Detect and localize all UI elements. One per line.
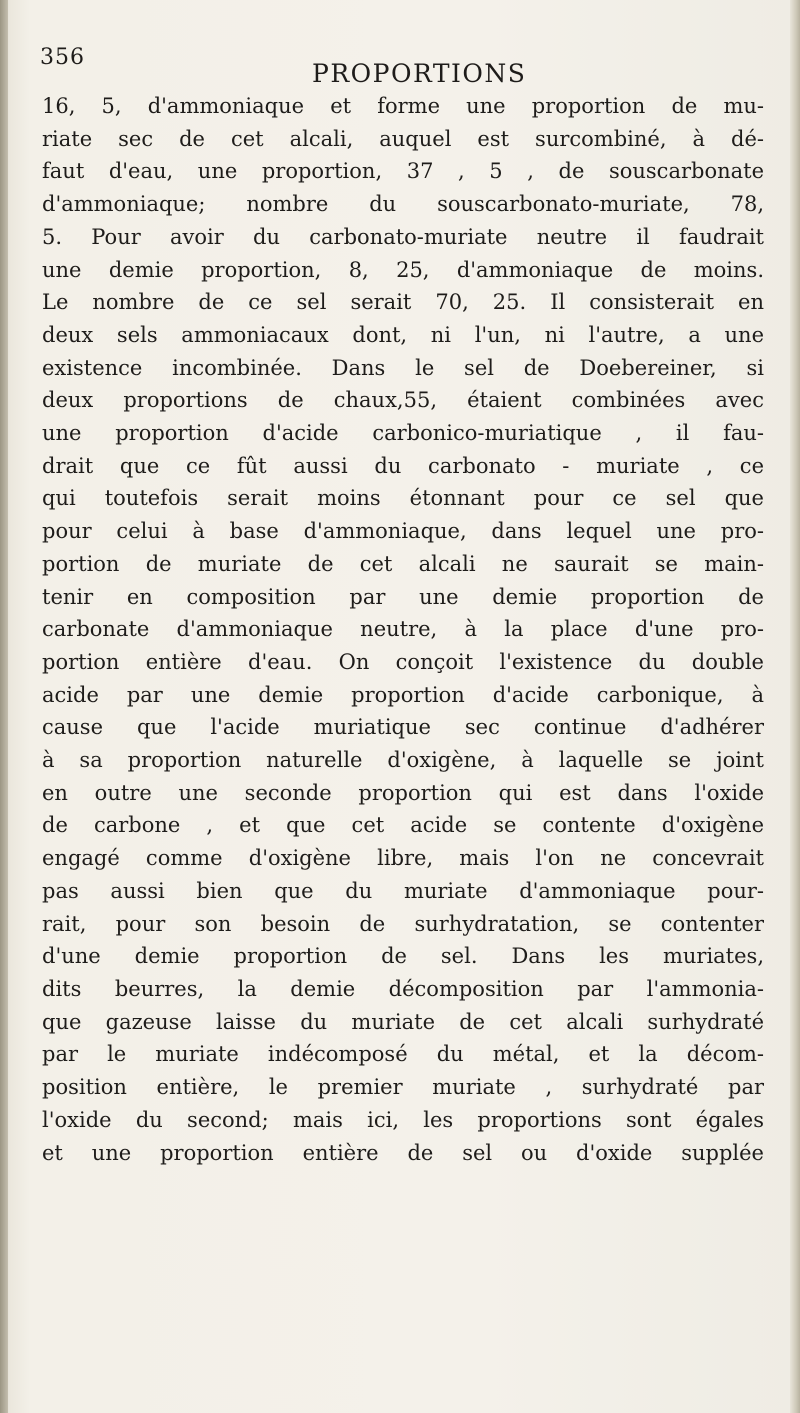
page-edge — [790, 0, 800, 1413]
text-line: dits beurres, la demie décomposition par l'ammonia- — [42, 976, 764, 1001]
text-line: à sa proportion naturelle d'oxigène, à laquelle se joint — [42, 748, 764, 773]
text-line: deux sels ammoniacaux dont, ni l'un, ni l'autre, a une — [42, 322, 764, 347]
text-line: 5. Pour avoir du carbonato-muriate neutre il faudrait — [42, 224, 764, 249]
text-line: deux proportions de chaux,55, étaient combinées avec — [42, 388, 764, 413]
text-line: acide par une demie proportion d'acide carbonique, à — [42, 682, 764, 707]
text-line: de carbone , et que cet acide se contente d'oxigène — [42, 813, 764, 838]
text-line: d'ammoniaque; nombre du souscarbonato-muriate, 78, — [42, 192, 764, 217]
page-gutter — [0, 0, 8, 1413]
text-line: en outre une seconde proportion qui est dans l'oxide — [42, 780, 764, 805]
text-line: 16, 5, d'ammoniaque et forme une proportion de mu- — [42, 94, 764, 118]
text-line: qui toutefois serait moins étonnant pour ce sel que — [42, 486, 764, 511]
running-title: PROPORTIONS — [312, 59, 527, 88]
body-paragraph — [42, 90, 772, 1169]
text-line: faut d'eau, une proportion, 37 , 5 , de souscarbonate — [42, 159, 764, 184]
text-line: engagé comme d'oxigène libre, mais l'on ne concevrait — [42, 846, 764, 871]
text-line: pour celui à base d'ammoniaque, dans lequel une pro- — [42, 519, 764, 544]
text-line: rait, pour son besoin de surhydratation, se contenter — [42, 911, 764, 936]
text-line: riate sec de cet alcali, auquel est surcombiné, à dé- — [42, 126, 764, 151]
text-line: position entière, le premier muriate , surhydraté par — [42, 1075, 764, 1100]
text-line: drait que ce fût aussi du carbonato - muriate , ce — [42, 453, 764, 478]
text-line: existence incombinée. Dans le sel de Doebereiner, si — [42, 355, 764, 380]
text-line: pas aussi bien que du muriate d'ammoniaque pour- — [42, 878, 764, 903]
text-line: et une proportion entière de sel ou d'oxide supplée — [42, 1140, 764, 1165]
text-line: cause que l'acide muriatique sec continue d'adhérer — [42, 715, 764, 740]
text-line: l'oxide du second; mais ici, les proportions sont égales — [42, 1107, 764, 1132]
text-line: portion de muriate de cet alcali ne saurait se main- — [42, 551, 764, 576]
text-line: que gazeuse laisse du muriate de cet alcali surhydraté — [42, 1009, 764, 1034]
text-line: tenir en composition par une demie proportion de — [42, 584, 764, 609]
text-line: par le muriate indécomposé du métal, et la décom- — [42, 1042, 764, 1067]
page-number: 356 — [40, 45, 85, 70]
text-line: une proportion d'acide carbonico-muriatique , il fau- — [42, 421, 764, 446]
page-header — [40, 45, 760, 88]
text-line: portion entière d'eau. On conçoit l'existence du double — [42, 649, 764, 674]
text-line: Le nombre de ce sel serait 70, 25. Il consisterait en — [42, 290, 764, 315]
text-line: d'une demie proportion de sel. Dans les muriates, — [42, 944, 764, 969]
text-line: carbonate d'ammoniaque neutre, à la place d'une pro- — [42, 617, 764, 642]
text-line: une demie proportion, 8, 25, d'ammoniaque de moins. — [42, 257, 764, 282]
